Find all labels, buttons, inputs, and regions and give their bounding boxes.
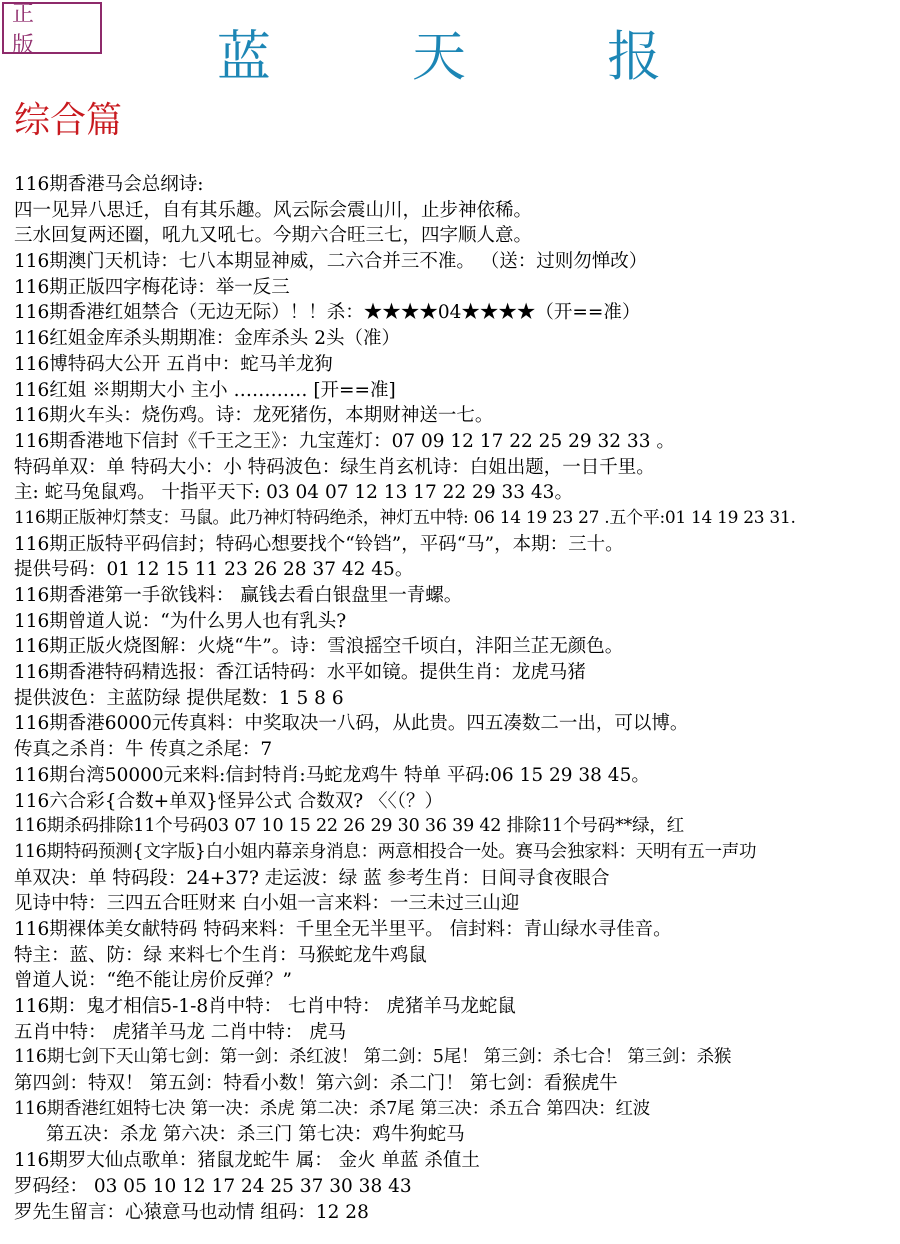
text-line: 116期正版火烧图解：火烧“牛”。诗：雪浪摇空千顷白，沣阳兰芷无颜色。 (14, 636, 624, 658)
text-line: 116期香港特码精选报：香江话特码：水平如镜。提供生肖：龙虎马猪 (14, 662, 586, 684)
text-line: 提供号码：01 12 15 11 23 26 28 37 42 45。 (14, 559, 414, 581)
text-line: 116期正版特平码信封；特码心想要找个“铃铛”，平码“马”，本期：三十。 (14, 533, 624, 555)
text-line: 116期香港红姐禁合（无边无际）！！杀：★★★★04★★★★（开==准） (14, 302, 641, 324)
text-line: 五肖中特： 虎猪羊马龙 二肖中特： 虎马 (14, 1021, 347, 1043)
text-line: 见诗中特：三四五合旺财来 白小姐一言来料：一三未过三山迎 (14, 893, 520, 915)
section-heading: 综合篇 (14, 100, 123, 141)
edition-badge: 正 版 (2, 2, 102, 54)
text-line: 116期：鬼才相信5-1-8肖中特： 七肖中特： 虎猪羊马龙蛇鼠 (14, 996, 516, 1017)
text-line: 提供波色：主蓝防绿 提供尾数：1 5 8 6 (14, 687, 344, 709)
text-line: 主: 蛇马兔鼠鸡。 十指平天下: 03 04 07 12 13 17 22 29 33 43。 (14, 482, 573, 504)
text-line: 罗码经： 03 05 10 12 17 24 25 37 30 38 43 (14, 1175, 412, 1197)
text-line: 116期特码预测{文字版}白小姐内幕亲身消息：两意相投合一处。赛马会独家料：天明有五一声功 (14, 841, 757, 862)
text-line: 116期香港地下信封《千王之王》：九宝莲灯：07 09 12 17 22 25 29 32 33 。 (14, 430, 675, 452)
text-line: 116期正版神灯禁支：马鼠。此乃神灯特码绝杀，神灯五中特: 06 14 19 23 27 .五个平:01 14 19 23 31. (14, 507, 796, 528)
text-line: 116期香港第一手欲钱料： 赢钱去看白银盘里一青螺。 (14, 585, 463, 606)
text-line: 116博特码大公开 五肖中：蛇马羊龙狗 (14, 353, 333, 375)
text-line: 116六合彩{合数+单双}怪异公式 合数双? 〈〈（？） (14, 790, 444, 812)
text-line: 116期澳门天机诗：七八本期显神威，二六合并三不准。 （送：过则勿惮改） (14, 251, 648, 273)
text-line: 三水回复两还圈，吼九又吼七。今期六合旺三七，四字顺人意。 (14, 225, 533, 247)
page-title: 蓝 天 报 (216, 25, 724, 88)
text-line: 116期七剑下天山第七剑：第一剑：杀红波！ 第二剑：5尾！ 第三剑：杀七合！ 第三剑：杀猴 (14, 1047, 732, 1068)
text-line: 传真之杀肖：牛 传真之杀尾：7 (14, 739, 273, 761)
text-line: 特码单双：单 特码大小：小 特码波色：绿生肖玄机诗：白姐出题，一日千里。 (14, 456, 655, 478)
text-line: 116期香港6000元传真料：中奖取决一八码，从此贵。四五凑数二一出，可以博。 (14, 713, 689, 735)
text-line: 116期杀码排除11个号码03 07 10 15 22 26 29 30 36 39 42 排除11个号码**绿，红 (14, 816, 684, 837)
text-line: 116期裸体美女献特码 特码来料：千里全无半里平。 信封料：青山绿水寻佳音。 (14, 918, 672, 940)
text-line: 116期正版四字梅花诗：举一反三 (14, 276, 290, 298)
text-line: 特主：蓝、防：绿 来料七个生肖：马猴蛇龙牛鸡鼠 (14, 944, 427, 966)
text-line: 四一见异八思迁，自有其乐趣。风云际会震山川，止步神依稀。 (14, 199, 533, 221)
text-line: 116期香港马会总纲诗: (14, 174, 204, 195)
text-line: 116期台湾50000元来料:信封特肖:马蛇龙鸡牛 特单 平码:06 15 29 38 45。 (14, 764, 650, 786)
text-line: 曾道人说：“绝不能让房价反弹？” (14, 970, 292, 992)
text-line: 单双决：单 特码段：24+37? 走运波：绿 蓝 参考生肖：日间寻食夜眼合 (14, 867, 610, 889)
text-line: 116期火车头：烧伤鸡。诗：龙死猪伤，本期财神送一七。 (14, 405, 494, 427)
content-body (14, 172, 898, 1225)
text-line: 第五决：杀龙 第六决：杀三门 第七决：鸡牛狗蛇马 (46, 1124, 465, 1146)
text-line: 第四剑：特双！ 第五剑：特看小数！第六剑：杀二门！ 第七剑：看猴虎牛 (14, 1073, 618, 1095)
text-line: 116红姐 ※期期大小 主小 ………… [开==准] (14, 379, 396, 401)
text-line: 116期曾道人说：“为什么男人也有乳头? (14, 610, 347, 632)
text-line: 116期罗大仙点歌单：猪鼠龙蛇牛 属： 金火 单蓝 杀值土 (14, 1150, 480, 1172)
text-line: 罗先生留言：心猿意马也动情 组码：12 28 (14, 1201, 369, 1223)
text-line: 116红姐金库杀头期期准：金库杀头 2头（准） (14, 328, 400, 350)
text-line: 116期香港红姐特七决 第一决：杀虎 第二决：杀7尾 第三决：杀五合 第四决：红波 (14, 1098, 651, 1119)
